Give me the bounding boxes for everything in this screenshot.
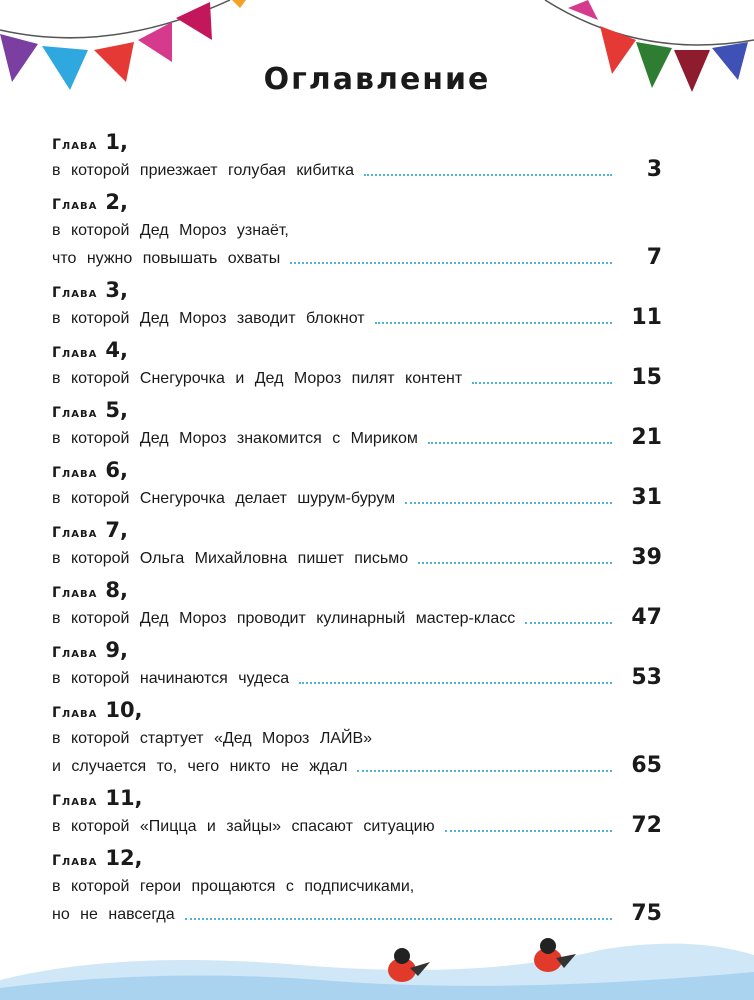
chapter-word: Глава <box>52 793 98 809</box>
chapter-heading <box>52 190 662 216</box>
chapter-title-text: в которой герои прощаются с подписчиками, <box>52 878 415 895</box>
page-number[interactable]: 21 <box>631 425 662 450</box>
chapter-title-text: в которой Снегурочка и Дед Мороз пилят контент <box>52 370 463 387</box>
chapter-number: 8, <box>105 578 128 602</box>
chapter-title-text: в которой Снегурочка делает шурум-бурум <box>52 490 396 507</box>
chapter-title-line <box>52 304 662 332</box>
page-number[interactable]: 75 <box>631 901 662 926</box>
chapter-word: Глава <box>52 645 98 661</box>
chapter-title-line <box>52 724 662 752</box>
toc-entry[interactable] <box>52 398 662 452</box>
chapter-number: 1, <box>105 130 128 154</box>
chapter-number: 11, <box>105 786 143 810</box>
page-number[interactable]: 53 <box>631 665 662 690</box>
toc-entry[interactable] <box>52 190 662 272</box>
chapter-word: Глава <box>52 853 98 869</box>
chapter-title-text: в которой начинаются чудеса <box>52 670 290 687</box>
dot-leader <box>364 174 612 176</box>
chapter-number: 5, <box>105 398 128 422</box>
chapter-word: Глава <box>52 285 98 301</box>
chapter-title-text: и случается то, чего никто не ждал <box>52 758 348 775</box>
page-number[interactable]: 11 <box>631 305 662 330</box>
dot-leader <box>445 830 612 832</box>
page-number[interactable]: 15 <box>631 365 662 390</box>
toc-entry[interactable] <box>52 130 662 184</box>
dot-leader <box>299 682 612 684</box>
dot-leader <box>405 502 612 504</box>
chapter-title-text: в которой приезжает голубая кибитка <box>52 162 354 179</box>
chapter-title-text: в которой Дед Мороз заводит блокнот <box>52 310 365 327</box>
chapter-title-line <box>52 664 662 692</box>
chapter-title-line <box>52 752 662 780</box>
page-number[interactable]: 31 <box>631 485 662 510</box>
flag-right-pink <box>568 0 598 20</box>
page-number[interactable]: 65 <box>631 753 662 778</box>
chapter-heading <box>52 338 662 364</box>
page-title: Оглавление <box>263 62 491 97</box>
chapter-title-text: в которой «Пицца и зайцы» спасают ситуацию <box>52 818 435 835</box>
chapter-number: 7, <box>105 518 128 542</box>
chapter-title-line <box>52 812 662 840</box>
dot-leader <box>428 442 612 444</box>
chapter-word: Глава <box>52 405 98 421</box>
flag-orange-top <box>232 0 246 8</box>
chapter-number: 4, <box>105 338 128 362</box>
chapter-title-text: что нужно повышать охваты <box>52 250 281 267</box>
chapter-title-line <box>52 364 662 392</box>
chapter-word: Глава <box>52 197 98 213</box>
dot-leader <box>357 770 612 772</box>
chapter-title-text: в которой Дед Мороз проводит кулинарный мастер-класс <box>52 610 516 627</box>
page-number[interactable]: 39 <box>631 545 662 570</box>
flag-magenta <box>176 2 212 40</box>
chapter-word: Глава <box>52 705 98 721</box>
chapter-heading <box>52 846 662 872</box>
chapter-word: Глава <box>52 137 98 153</box>
chapter-heading <box>52 578 662 604</box>
chapter-title-line <box>52 216 662 244</box>
chapter-title-line <box>52 484 662 512</box>
toc-entry[interactable] <box>52 518 662 572</box>
chapter-heading <box>52 458 662 484</box>
toc-entry[interactable] <box>52 578 662 632</box>
chapter-heading <box>52 278 662 304</box>
chapter-number: 6, <box>105 458 128 482</box>
chapter-heading <box>52 786 662 812</box>
chapter-title-line <box>52 604 662 632</box>
chapter-heading <box>52 638 662 664</box>
toc-entry[interactable] <box>52 698 662 780</box>
chapter-word: Глава <box>52 465 98 481</box>
chapter-title-text: в которой стартует «Дед Мороз ЛАЙВ» <box>52 730 373 747</box>
chapter-heading <box>52 518 662 544</box>
chapter-heading <box>52 398 662 424</box>
toc-entry[interactable] <box>52 638 662 692</box>
chapter-title-line <box>52 872 662 900</box>
chapter-number: 3, <box>105 278 128 302</box>
chapter-title-line <box>52 244 662 272</box>
page-number[interactable]: 47 <box>631 605 662 630</box>
chapter-title-text: в которой Ольга Михайловна пишет письмо <box>52 550 409 567</box>
chapter-title-text: в которой Дед Мороз знакомится с Мириком <box>52 430 418 447</box>
toc-entry[interactable] <box>52 338 662 392</box>
chapter-number: 12, <box>105 846 143 870</box>
toc-entry[interactable] <box>52 786 662 840</box>
chapter-title-line <box>52 156 662 184</box>
chapter-number: 10, <box>105 698 143 722</box>
dot-leader <box>472 382 612 384</box>
chapter-number: 2, <box>105 190 128 214</box>
dot-leader <box>290 262 612 264</box>
toc-entry[interactable] <box>52 278 662 332</box>
dot-leader <box>375 322 612 324</box>
chapter-title-line <box>52 424 662 452</box>
chapter-heading <box>52 698 662 724</box>
dot-leader <box>418 562 612 564</box>
chapter-word: Глава <box>52 585 98 601</box>
chapter-word: Глава <box>52 525 98 541</box>
page-number[interactable]: 3 <box>646 157 662 182</box>
page-number[interactable]: 72 <box>631 813 662 838</box>
chapter-heading <box>52 130 662 156</box>
chapter-title-text: в которой Дед Мороз узнаёт, <box>52 222 289 239</box>
chapter-number: 9, <box>105 638 128 662</box>
chapter-word: Глава <box>52 345 98 361</box>
snowy-hill-illustration <box>0 910 754 1000</box>
dot-leader <box>525 622 612 624</box>
chapter-title-text: но не навсегда <box>52 906 175 923</box>
table-of-contents <box>52 130 662 934</box>
flag-pink <box>138 22 172 62</box>
toc-entry[interactable] <box>52 458 662 512</box>
chapter-title-line <box>52 544 662 572</box>
page-number[interactable]: 7 <box>646 245 662 270</box>
